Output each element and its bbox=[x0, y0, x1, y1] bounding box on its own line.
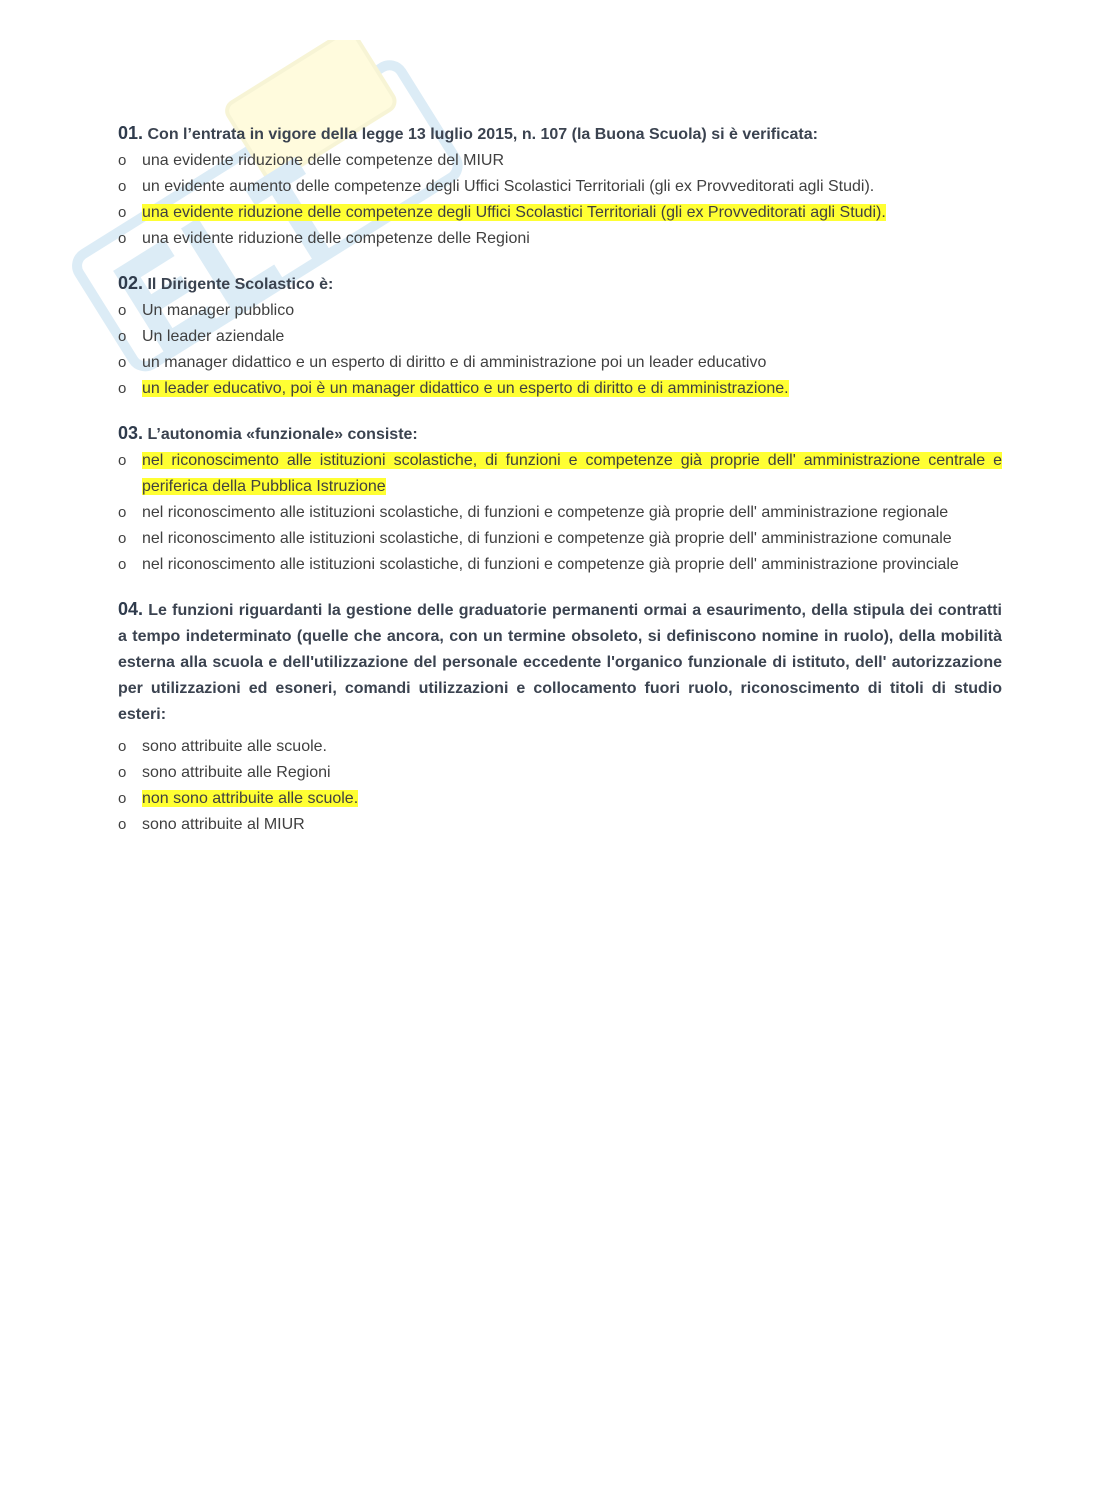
answer-option bbox=[118, 812, 1002, 838]
bullet-circle-icon: o bbox=[118, 178, 127, 195]
bullet-circle-icon: o bbox=[118, 380, 127, 397]
question-text: Con l’entrata in vigore della legge 13 luglio 2015, n. 107 (la Buona Scuola) si è verificata: bbox=[147, 126, 818, 143]
question-number: 04. bbox=[118, 599, 144, 619]
answer-option-correct bbox=[118, 376, 1002, 402]
answer-text-highlighted: un leader educativo, poi è un manager didattico e un esperto di diritto e di amministrazione. bbox=[142, 380, 789, 397]
answer-text-highlighted: non sono attribuite alle scuole. bbox=[142, 790, 359, 807]
answer-option bbox=[118, 500, 1002, 526]
bullet-circle-icon: o bbox=[118, 204, 127, 221]
bullet-circle-icon: o bbox=[118, 764, 127, 781]
question-3-heading bbox=[118, 420, 1002, 448]
question-4 bbox=[118, 596, 1002, 838]
question-2 bbox=[118, 270, 1002, 402]
answer-option bbox=[118, 526, 1002, 552]
bullet-circle-icon: o bbox=[118, 328, 127, 345]
answer-text: Un manager pubblico bbox=[142, 302, 295, 319]
answer-option bbox=[118, 734, 1002, 760]
bullet-circle-icon: o bbox=[118, 302, 127, 319]
bullet-circle-icon: o bbox=[118, 354, 127, 371]
question-text: Il Dirigente Scolastico è: bbox=[147, 276, 334, 293]
answer-option-correct bbox=[118, 786, 1002, 812]
bullet-circle-icon: o bbox=[118, 452, 127, 469]
question-text: Le funzioni riguardanti la gestione delle graduatorie permanenti ormai a esaurimento, della stipula dei contratti a tempo indeterminato (quelle che ancora, con un termine obsoleto, si definiscono nomine in ruolo), della mobilità esterna alla scuola e dell'utilizzazione del personale eccedente l'organico funzionale di istituto, dell' autorizzazione per utilizzazioni ed esoneri, comandi utilizzazioni e collocamento fuori ruolo, riconoscimento di titoli di studio esteri: bbox=[118, 602, 1003, 723]
question-number: 03. bbox=[118, 423, 144, 443]
question-number: 01. bbox=[118, 123, 144, 143]
answer-text: Un leader aziendale bbox=[142, 328, 285, 345]
bullet-circle-icon: o bbox=[118, 230, 127, 247]
answer-text-highlighted: nel riconoscimento alle istituzioni scolastiche, di funzioni e competenze già proprie dell' amministrazione centrale e periferica della Pubblica Istruzione bbox=[142, 452, 1002, 495]
quiz-content bbox=[118, 120, 1002, 856]
question-number: 02. bbox=[118, 273, 144, 293]
answer-options bbox=[118, 734, 1002, 838]
answer-option bbox=[118, 552, 1002, 578]
answer-options bbox=[118, 298, 1002, 402]
bullet-circle-icon: o bbox=[118, 790, 127, 807]
question-3 bbox=[118, 420, 1002, 578]
answer-text-highlighted: una evidente riduzione delle competenze degli Uffici Scolastici Territoriali (gli ex Provveditorati agli Studi). bbox=[142, 204, 886, 221]
answer-option bbox=[118, 760, 1002, 786]
question-text: L’autonomia «funzionale» consiste: bbox=[147, 426, 418, 443]
question-2-heading bbox=[118, 270, 1002, 298]
answer-options bbox=[118, 448, 1002, 578]
header-mark bbox=[549, 2, 567, 6]
answer-option bbox=[118, 298, 1002, 324]
answer-text: sono attribuite alle scuole. bbox=[142, 738, 327, 755]
answer-text: un manager didattico e un esperto di diritto e di amministrazione poi un leader educativo bbox=[142, 354, 767, 371]
answer-text: una evidente riduzione delle competenze delle Regioni bbox=[142, 230, 530, 247]
answer-text: un evidente aumento delle competenze degli Uffici Scolastici Territoriali (gli ex Provveditorati agli Studi). bbox=[142, 178, 875, 195]
answer-option bbox=[118, 324, 1002, 350]
bullet-circle-icon: o bbox=[118, 816, 127, 833]
answer-text: sono attribuite al MIUR bbox=[142, 816, 305, 833]
answer-option bbox=[118, 174, 1002, 200]
bullet-circle-icon: o bbox=[118, 504, 127, 521]
question-1-heading bbox=[118, 120, 1002, 148]
question-1 bbox=[118, 120, 1002, 252]
answer-text: sono attribuite alle Regioni bbox=[142, 764, 331, 781]
answer-option bbox=[118, 226, 1002, 252]
answer-option bbox=[118, 350, 1002, 376]
answer-text: nel riconoscimento alle istituzioni scolastiche, di funzioni e competenze già proprie dell' amministrazione provinciale bbox=[142, 556, 959, 573]
answer-option bbox=[118, 148, 1002, 174]
answer-text: nel riconoscimento alle istituzioni scolastiche, di funzioni e competenze già proprie dell' amministrazione comunale bbox=[142, 530, 952, 547]
answer-option-correct bbox=[118, 200, 1002, 226]
answer-text: una evidente riduzione delle competenze del MIUR bbox=[142, 152, 504, 169]
answer-options bbox=[118, 148, 1002, 252]
bullet-circle-icon: o bbox=[118, 152, 127, 169]
bullet-circle-icon: o bbox=[118, 556, 127, 573]
bullet-circle-icon: o bbox=[118, 530, 127, 547]
answer-option-correct bbox=[118, 448, 1002, 500]
question-4-heading bbox=[118, 596, 1002, 728]
answer-text: nel riconoscimento alle istituzioni scolastiche, di funzioni e competenze già proprie dell' amministrazione regionale bbox=[142, 504, 949, 521]
bullet-circle-icon: o bbox=[118, 738, 127, 755]
